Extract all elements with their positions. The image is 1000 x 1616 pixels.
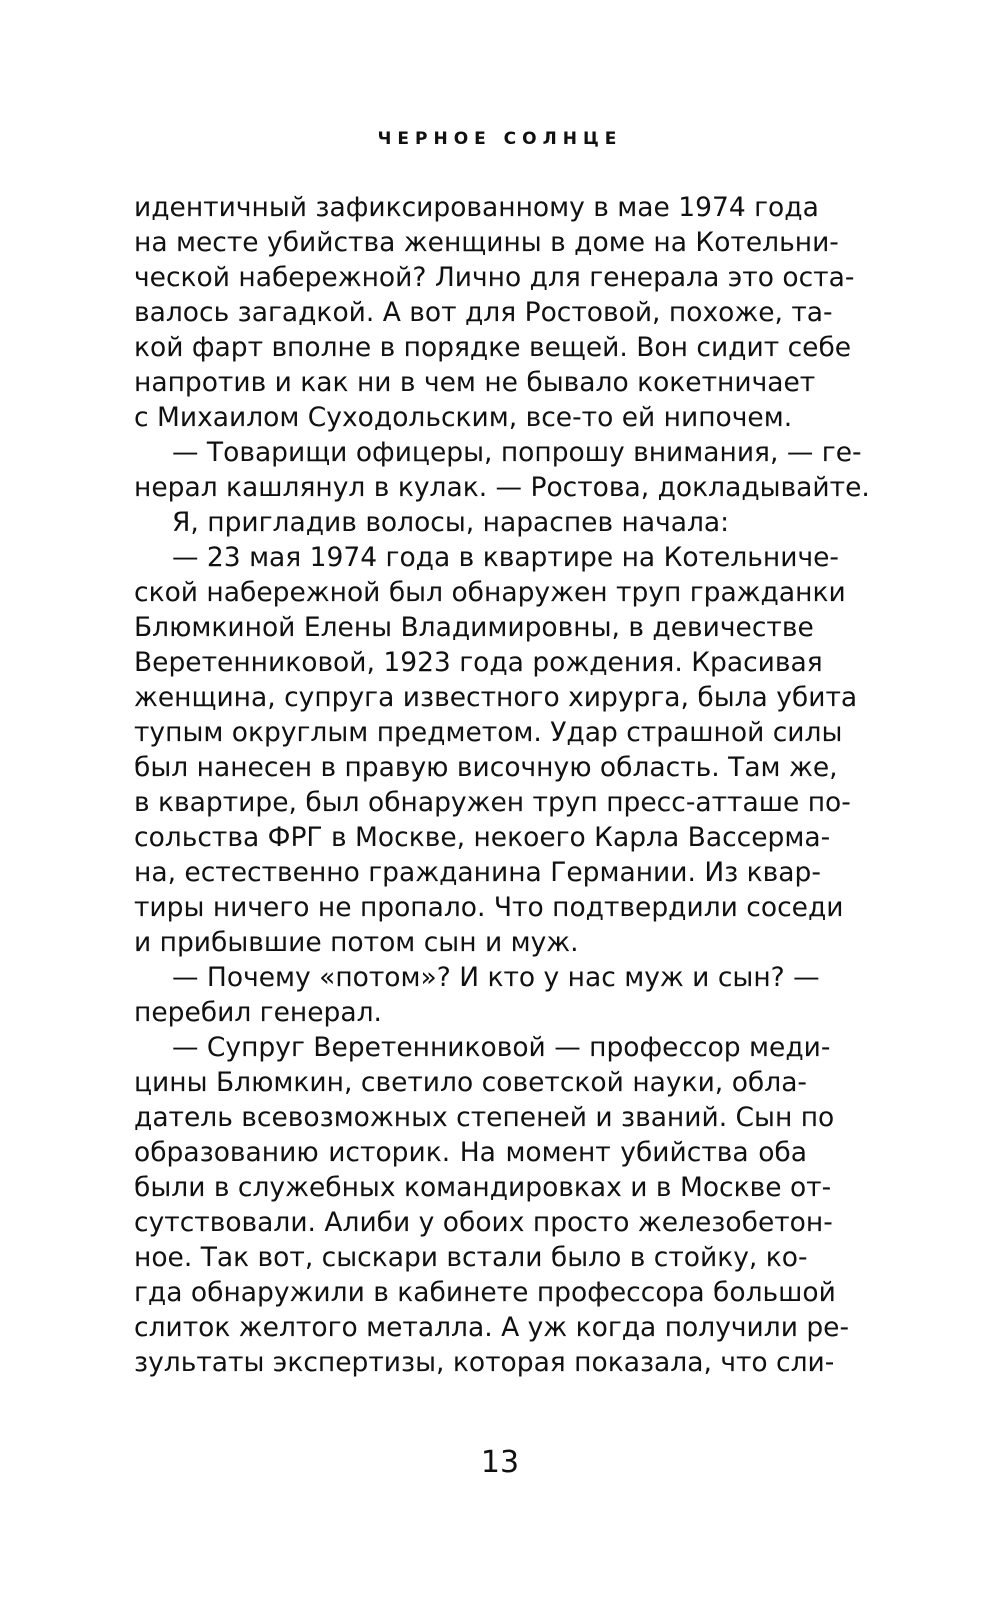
text-line: в квартире, был обнаружен труп пресс-атташе по- <box>134 787 851 818</box>
text-line: идентичный зафиксированному в мае 1974 года <box>134 192 819 223</box>
text-line: ской набережной был обнаружен труп гражданки <box>134 577 846 608</box>
text-line: валось загадкой. А вот для Ростовой, похоже, та- <box>134 297 833 328</box>
text-line: был нанесен в правую височную область. Там же, <box>134 752 838 783</box>
text-line: и прибывшие потом сын и муж. <box>134 927 579 958</box>
text-line: датель всевозможных степеней и званий. Сын по <box>134 1102 835 1133</box>
text-line: зультаты экспертизы, которая показала, что сли- <box>134 1347 835 1378</box>
text-line: перебил генерал. <box>134 997 382 1028</box>
text-line: гда обнаружили в кабинете профессора большой <box>134 1277 836 1308</box>
text-line: слиток желтого металла. А уж когда получили ре- <box>134 1312 850 1343</box>
running-head: ЧЕРНОЕ СОЛНЦЕ <box>377 129 623 149</box>
text-line: сольства ФРГ в Москве, некоего Карла Вассерма- <box>134 822 831 853</box>
text-line: ческой набережной? Лично для генерала это оста- <box>134 262 855 293</box>
text-line: нерал кашлянул в кулак. — Ростова, докладывайте. <box>134 472 870 503</box>
text-line: на, естественно гражданина Германии. Из квар- <box>134 857 821 888</box>
text-line: женщина, супруга известного хирурга, была убита <box>134 682 858 713</box>
text-line: с Михаилом Суходольским, все-то ей нипочем. <box>134 402 793 433</box>
text-line: кой фарт вполне в порядке вещей. Вон сидит себе <box>134 332 852 363</box>
text-line: Веретенниковой, 1923 года рождения. Красивая <box>134 647 823 678</box>
text-line: Блюмкиной Елены Владимировны, в девичестве <box>134 612 814 643</box>
text-line: тиры ничего не пропало. Что подтвердили соседи <box>134 892 844 923</box>
text-line: — Товарищи офицеры, попрошу внимания, — ге- <box>172 437 862 468</box>
text-line: сутствовали. Алиби у обоих просто железобетон- <box>134 1207 833 1238</box>
page-number: 13 <box>480 1445 520 1480</box>
text-line: — Почему «потом»? И кто у нас муж и сын? — <box>172 962 820 993</box>
text-line: тупым округлым предметом. Удар страшной силы <box>134 717 843 748</box>
text-line: ное. Так вот, сыскари встали было в стойку, ко- <box>134 1242 808 1273</box>
text-line: на месте убийства женщины в доме на Котельни- <box>134 227 839 258</box>
text-line: — Супруг Веретенниковой — профессор меди- <box>172 1032 831 1063</box>
text-line: Я, пригладив волосы, нараспев начала: <box>172 507 730 538</box>
text-line: образованию историк. На момент убийства оба <box>134 1137 807 1168</box>
text-line: цины Блюмкин, светило советской науки, обла- <box>134 1067 807 1098</box>
body-text <box>134 190 870 1380</box>
text-line: — 23 мая 1974 года в квартире на Котельниче- <box>172 542 839 573</box>
text-line: напротив и как ни в чем не бывало кокетничает <box>134 367 816 398</box>
text-line: были в служебных командировках и в Москве от- <box>134 1172 832 1203</box>
